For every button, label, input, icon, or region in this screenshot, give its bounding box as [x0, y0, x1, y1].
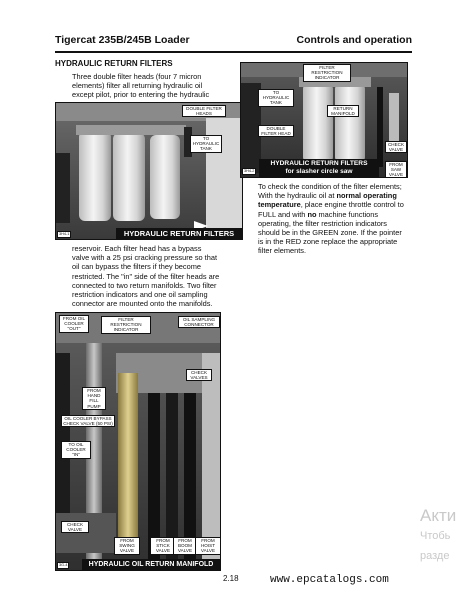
callout-return-manifold: RETURN MANIFOLD — [327, 105, 359, 117]
site-url[interactable]: www.epcatalogs.com — [270, 574, 389, 586]
callout-from-stick-valve: FROM STICK VALVE — [150, 537, 176, 555]
callout-check-valve: CHECK VALVE — [61, 521, 89, 533]
text-line: should be in the GREEN zone. If the pointer — [258, 228, 402, 238]
section-heading: HYDRAULIC RETURN FILTERS — [55, 59, 173, 68]
reservoir-paragraph — [72, 244, 247, 308]
figure-caption: HYDRAULIC RETURN FILTERS — [116, 228, 242, 239]
callout-from-swing-valve: FROM SWING VALVE — [114, 537, 140, 555]
intro-paragraph — [72, 72, 244, 100]
figure-caption — [259, 159, 379, 178]
header-rule — [55, 51, 412, 53]
text-run: With the hydraulic oil at — [258, 191, 337, 201]
text-run: FULL and with — [258, 209, 308, 219]
text-line: filter elements. — [258, 246, 307, 256]
callout-double-filter-heads: DOUBLE FILTER HEADS — [182, 105, 226, 117]
callout-oil-cooler-bypass-check-valve: OIL COOLER BYPASS CHECK VALVE (50 PSI) — [61, 415, 115, 427]
text-line: oil can bypass the filters if they become — [72, 262, 201, 272]
text-line: To check the condition of the filter elements; — [258, 182, 402, 191]
callout-check-valves: CHECK VALVES — [186, 369, 212, 381]
text-run-bold: temperature — [258, 200, 301, 210]
text-run: machine functions — [316, 209, 379, 219]
page-number: 2.18 — [223, 574, 239, 583]
check-paragraph — [258, 182, 413, 256]
page-header — [55, 34, 412, 50]
callout-oil-sampling-connector: OIL SAMPLING CONNECTOR — [178, 316, 220, 328]
callout-from-hoist-valve: FROM HOIST VALVE — [195, 537, 221, 555]
text-line: except pilot, prior to entering the hydraulic — [72, 90, 210, 100]
caption-line: for slasher circle saw — [285, 168, 353, 175]
manual-title: Tigercat 235B/245B Loader — [55, 34, 190, 46]
text-line: elements) filter all returning hydraulic oil — [72, 81, 203, 91]
figure-slasher-return-filters — [240, 62, 408, 178]
figure-hydraulic-oil-return-manifold — [55, 312, 221, 571]
text-line: restricted. The "in" side of the filter heads are — [72, 271, 220, 281]
text-line: is in the RED zone replace the appropriate — [258, 237, 398, 247]
text-line: reservoir. Each filter head has a bypass — [72, 244, 202, 253]
callout-check-valve: CHECK VALVE — [385, 141, 407, 153]
activation-watermark-line: Чтобь — [420, 530, 451, 542]
callout-double-filter-head: DOUBLE FILTER HEAD — [258, 125, 294, 137]
callout-from-boom-valve: FROM BOOM VALVE — [173, 537, 197, 555]
text-line: restriction indicators and one oil sampling — [72, 290, 208, 300]
text-line: valve with a 25 psi cracking pressure so that — [72, 253, 218, 263]
text-run-bold: no — [307, 209, 317, 219]
callout-filter-restriction-indicator: FILTER RESTRICTION INDICATOR — [303, 64, 351, 82]
callout-filter-restriction-indicator: FILTER RESTRICTION INDICATOR — [101, 316, 151, 334]
callout-to-hydraulic-tank: TO HYDRAULIC TANK — [190, 135, 222, 153]
callout-to-hydraulic-tank: TO HYDRAULIC TANK — [258, 89, 294, 107]
text-run-bold: normal operating — [336, 191, 397, 201]
activation-watermark-line: разде — [420, 550, 450, 562]
figure-id: 3G-4 — [57, 562, 69, 569]
figure-hydraulic-return-filters — [55, 102, 243, 240]
activation-watermark-line: Акти — [420, 506, 457, 525]
callout-to-oil-cooler-in: TO OIL COOLER "IN" — [61, 441, 91, 459]
callout-from-oil-cooler-out: FROM OIL COOLER "OUT" — [59, 315, 89, 333]
text-line: operating, the filter restriction indicators — [258, 218, 387, 228]
text-line: Three double filter heads (four 7 micron — [72, 72, 202, 81]
figure-id: 3H4-1 — [57, 231, 71, 238]
text-run: , place engine throttle control to — [300, 200, 404, 210]
text-line: connector are mounted onto the manifolds. — [72, 299, 213, 309]
figure-caption: HYDRAULIC OIL RETURN MANIFOLD — [82, 559, 220, 570]
callout-from-hand-fill-pump: FROM HAND FILL PUMP — [82, 387, 106, 410]
text-line — [258, 200, 413, 209]
caption-line: HYDRAULIC RETURN FILTERS — [270, 160, 368, 167]
figure-id: 3H4-2 — [242, 168, 256, 175]
chapter-title: Controls and operation — [296, 34, 412, 46]
callout-from-saw-valve: FROM SAW VALVE — [385, 161, 407, 178]
text-line — [258, 210, 413, 219]
text-line: connected to two return manifolds. Two filter — [72, 280, 217, 290]
text-line — [258, 191, 413, 200]
